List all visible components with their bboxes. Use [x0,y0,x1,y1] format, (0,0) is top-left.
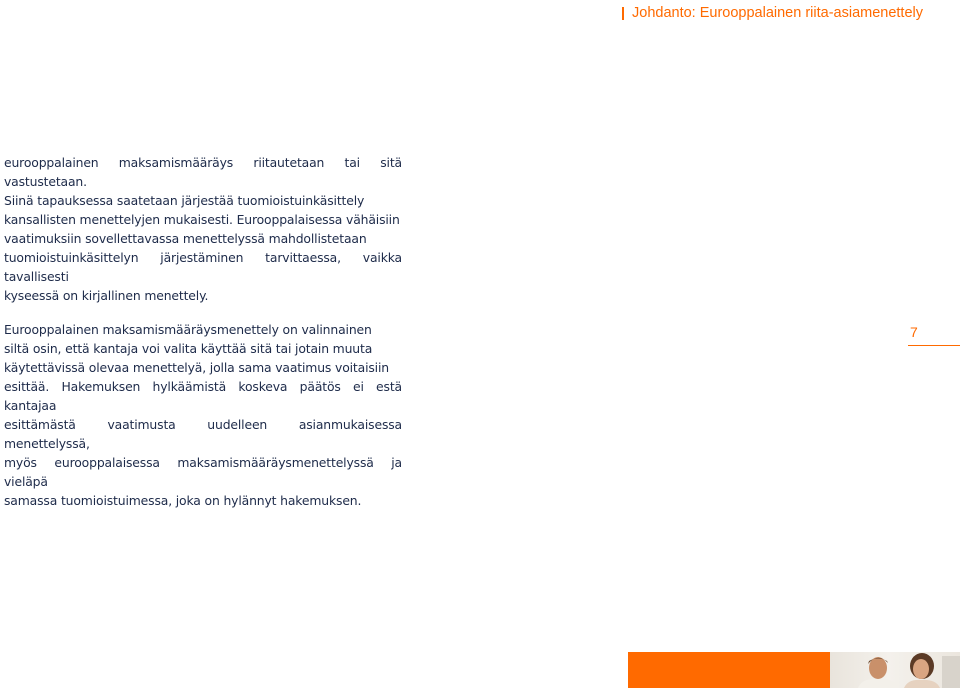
header-accent-bar [622,7,624,20]
footer-photo [830,652,960,688]
footer-orange-bar [628,652,830,688]
body-text [4,153,402,510]
page-number-text: 7 [910,324,918,340]
page-number [908,324,960,346]
header-title: Johdanto: Eurooppalainen riita-asiamenettely [632,5,923,21]
paragraph: Eurooppalainen maksamismääräysmenettely on valinnainen siltä osin, että kantaja voi valita käyttää sitä tai jotain muuta käytettävissä olevaa menettelyä, jolla sama vaatimus voitaisiin esittää. Hakemuksen hylkäämistä koskeva päätös ei estä kantajaa esittämästä vaatimusta uudelleen asianmukaisessa menettelyssä, myös eurooppalaisessa maksamismääräysmenettelyssä ja vieläpä samassa tuomioistuimessa, joka on hylännyt hakemuksen. [4,322,402,508]
people-photo-icon [830,652,960,688]
paragraph: eurooppalainen maksamismääräys riitautetaan tai sitä vastustetaan. Siinä tapauksessa saatetaan järjestää tuomioistuinkäsittely kansallisten menettelyjen mukaisesti. Eurooppalaisessa vähäisiin vaatimuksiin sovellettavassa menettelyssä mahdollistetaan tuomioistuinkäsittelyn järjestäminen tarvittaessa, vaikka tavallisesti kyseessä on kirjallinen menettely. [4,155,402,303]
running-header [622,4,952,22]
